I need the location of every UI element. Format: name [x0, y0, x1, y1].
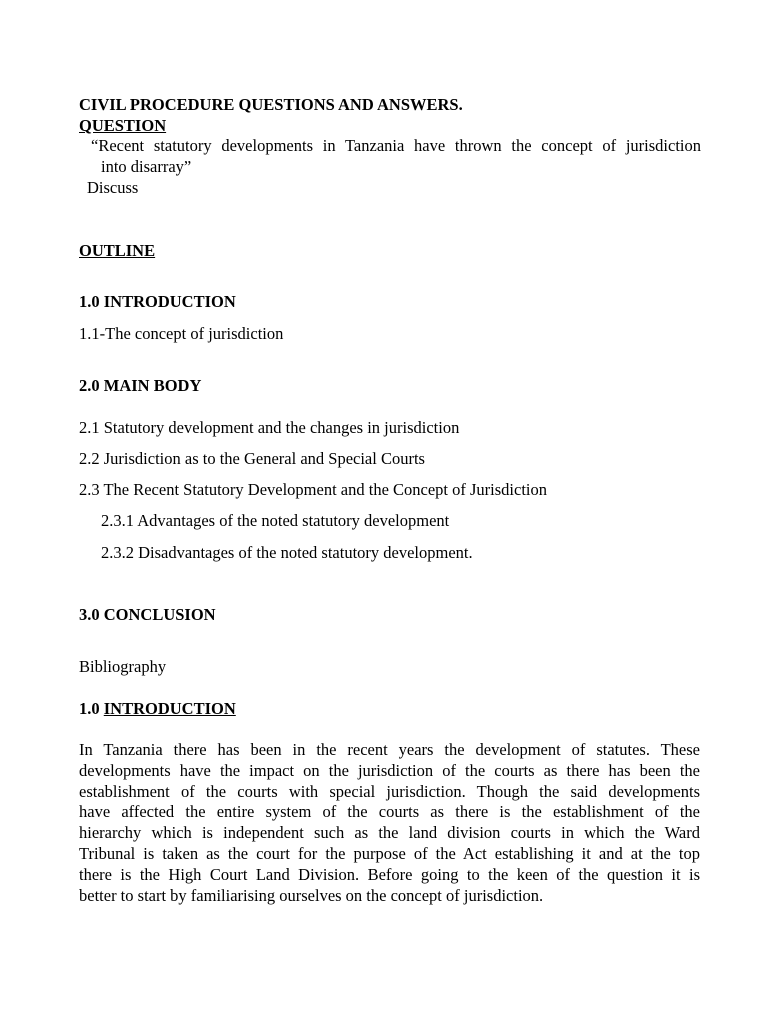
introduction-paragraph: [79, 740, 700, 906]
paragraph-line: have affected the entire system of the courts as there is the establishment of the: [79, 802, 700, 822]
outline-item: 2.2 Jurisdiction as to the General and Special Courts: [79, 449, 425, 468]
paragraph-line: there is the High Court Land Division. Before going to the keen of the question it is: [79, 864, 700, 884]
paragraph-line: Tribunal is taken as the court for the purpose of the Act establishing it and at the top: [79, 843, 700, 863]
paragraph-line: establishment of the courts with special jurisdiction. Though the said developments: [79, 781, 700, 801]
outline-heading: OUTLINE: [79, 241, 156, 260]
quote-line: “Recent statutory developments in Tanzania have thrown the concept of jurisdiction: [91, 136, 701, 155]
quote-line: into disarray”: [101, 157, 192, 176]
document-title: CIVIL PROCEDURE QUESTIONS AND ANSWERS.: [79, 95, 463, 114]
outline-intro-heading: 1.0 INTRODUCTION: [79, 292, 236, 311]
paragraph-line: hierarchy which is independent such as the land division courts in which the Ward: [79, 823, 700, 843]
question-heading: QUESTION: [79, 116, 167, 135]
paragraph-line: better to start by familiarising ourselves on the concept of jurisdiction.: [79, 885, 544, 905]
question-quote: [91, 135, 701, 177]
outline-item: 1.1-The concept of jurisdiction: [79, 324, 284, 343]
section-number: 1.0: [79, 699, 100, 718]
discuss-text: Discuss: [87, 178, 139, 197]
outline-item: 2.1 Statutory development and the changes in jurisdiction: [79, 418, 460, 437]
outline-conclusion-heading: 3.0 CONCLUSION: [79, 605, 216, 624]
section-heading: [79, 698, 236, 719]
paragraph-line: developments have the impact on the jurisdiction of the courts as there has been the: [79, 760, 700, 780]
outline-subitem: 2.3.2 Disadvantages of the noted statutory development.: [101, 543, 473, 562]
outline-main-heading: 2.0 MAIN BODY: [79, 376, 202, 395]
outline-subitem: 2.3.1 Advantages of the noted statutory development: [101, 511, 450, 530]
outline-item: 2.3 The Recent Statutory Development and the Concept of Jurisdiction: [79, 480, 548, 499]
section-title: INTRODUCTION: [103, 699, 236, 718]
paragraph-line: In Tanzania there has been in the recent years the development of statutes. These: [79, 740, 700, 759]
bibliography-label: Bibliography: [79, 657, 167, 676]
